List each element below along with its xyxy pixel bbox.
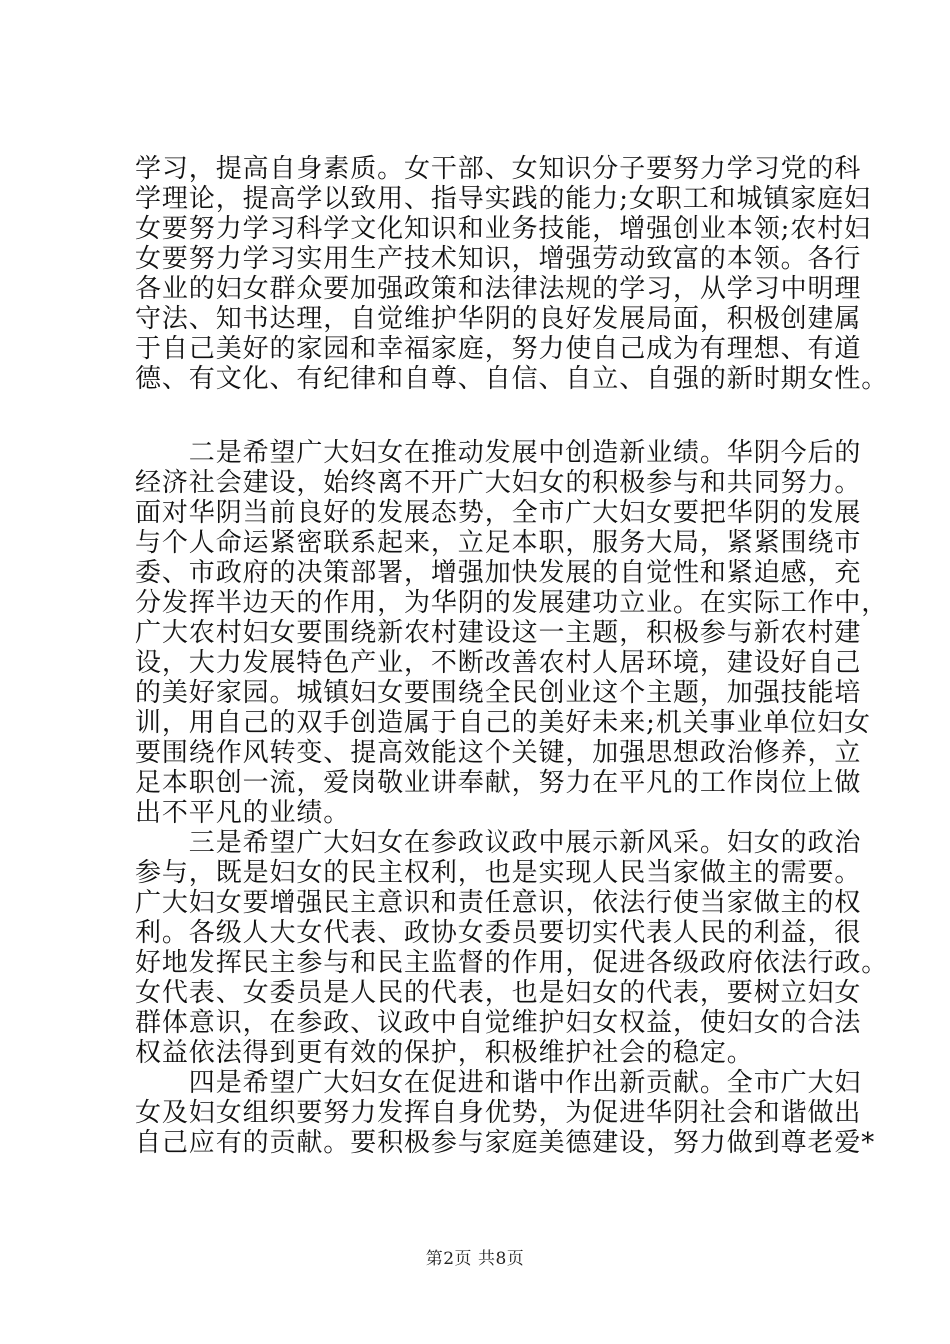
text-line: 出不平凡的业绩。 [135,798,351,828]
text-line: 与个人命运紧密联系起来，立足本职，服务大局，紧紧围绕市 [135,528,862,558]
text-line: 于自己美好的家园和幸福家庭，努力使自己成为有理想、有道 [135,334,862,364]
text-line: 群体意识，在参政、议政中自觉维护妇女权益，使妇女的合法 [135,1008,862,1038]
text-line: 广大农村妇女要围绕新农村建设这一主题，积极参与新农村建 [135,618,862,648]
text-line: 二是希望广大妇女在推动发展中创造新业绩。华阴今后的 [135,438,862,468]
text-line: 经济社会建设，始终离不开广大妇女的积极参与和共同努力。 [135,468,862,498]
text-line: 女要努力学习科学文化知识和业务技能，增强创业本领;农村妇 [135,214,871,244]
text-line: 四是希望广大妇女在促进和谐中作出新贡献。全市广大妇 [135,1068,862,1098]
text-line: 利。各级人大女代表、政协女委员要切实代表人民的利益，很 [135,918,862,948]
text-line: 训，用自己的双手创造属于自己的美好未来;机关事业单位妇女 [135,708,871,738]
document-body [135,154,889,1158]
text-line: 委、市政府的决策部署，增强加快发展的自觉性和紧迫感，充 [135,558,862,588]
text-line: 面对华阴当前良好的发展态势，全市广大妇女要把华阴的发展 [135,498,862,528]
text-line: 学习，提高自身素质。女干部、女知识分子要努力学习党的科 [135,154,862,184]
text-line: 分发挥半边天的作用，为华阴的发展建功立业。在实际工作中， [135,588,889,618]
page-footer: 第2页 共8页 [425,1249,525,1269]
text-line: 守法、知书达理，自觉维护华阴的良好发展局面，积极创建属 [135,304,862,334]
text-line: 德、有文化、有纪律和自尊、自信、自立、自强的新时期女性。 [135,364,889,394]
text-line: 学理论，提高学以致用、指导实践的能力;女职工和城镇家庭妇 [135,184,871,214]
text-line: 足本职创一流，爱岗敬业讲奉献，努力在平凡的工作岗位上做 [135,768,862,798]
text-line: 女要努力学习实用生产技术知识，增强劳动致富的本领。各行 [135,244,862,274]
text-line: 女及妇女组织要努力发挥自身优势，为促进华阴社会和谐做出 [135,1098,862,1128]
text-line: 各业的妇女群众要加强政策和法律法规的学习，从学习中明理 [135,274,862,304]
text-line: 三是希望广大妇女在参政议政中展示新风采。妇女的政治 [135,828,862,858]
text-line: 权益依法得到更有效的保护，积极维护社会的稳定。 [135,1038,754,1068]
text-line: 好地发挥民主参与和民主监督的作用，促进各级政府依法行政。 [135,948,889,978]
text-line: 的美好家园。城镇妇女要围绕全民创业这个主题，加强技能培 [135,678,862,708]
text-line: 广大妇女要增强民主意识和责任意识，依法行使当家做主的权 [135,888,862,918]
text-line: 参与，既是妇女的民主权利，也是实现人民当家做主的需要。 [135,858,862,888]
text-line: 要围绕作风转变、提高效能这个关键，加强思想政治修养，立 [135,738,862,768]
text-line: 自己应有的贡献。要积极参与家庭美德建设，努力做到尊老爱* [135,1128,876,1158]
text-line: 设，大力发展特色产业，不断改善农村人居环境，建设好自己 [135,648,862,678]
text-line: 女代表、女委员是人民的代表，也是妇女的代表，要树立妇女 [135,978,862,1008]
paragraph-gap [135,394,835,438]
